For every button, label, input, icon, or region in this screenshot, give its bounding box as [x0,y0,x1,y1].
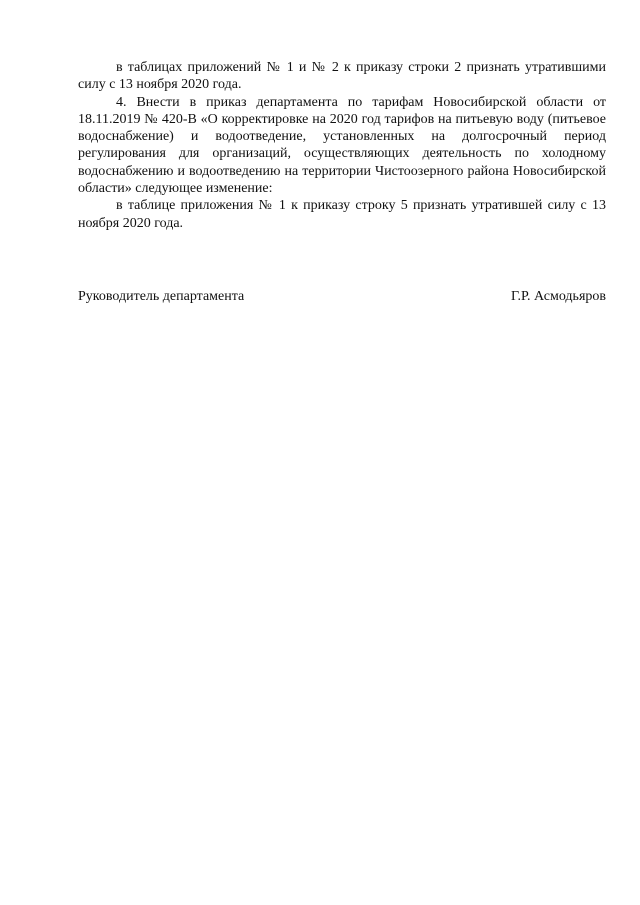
paragraph-table-appendix-1: в таблице приложения № 1 к приказу строку 5 признать утратившей силу с 13 ноября 2020 года. [78,198,606,231]
signatory-position: Руководитель департамента [78,289,245,304]
paragraph-item-4-amendment: 4. Внести в приказ департамента по тарифам Новосибирской области от 18.11.2019 № 420-В «О корректировке на 2020 год тарифов на питьевую воду (питьевое водоснабжение) и водоотведение, установленных на долгосрочный период регулирования для организаций, осуществляющих деятельность по холодному водоснабжению и водоотведению на территории Чистоозерного района Новосибирской области» следующее изменение: [78,94,606,197]
paragraph-table-appendix-1-2: в таблицах приложений № 1 и № 2 к приказу строки 2 признать утратившими силу с 13 ноября 2020 года. [78,60,606,93]
signatory-name: Г.Р. Асмодьяров [510,289,606,304]
document-body [78,59,606,232]
signature-block [78,288,606,305]
